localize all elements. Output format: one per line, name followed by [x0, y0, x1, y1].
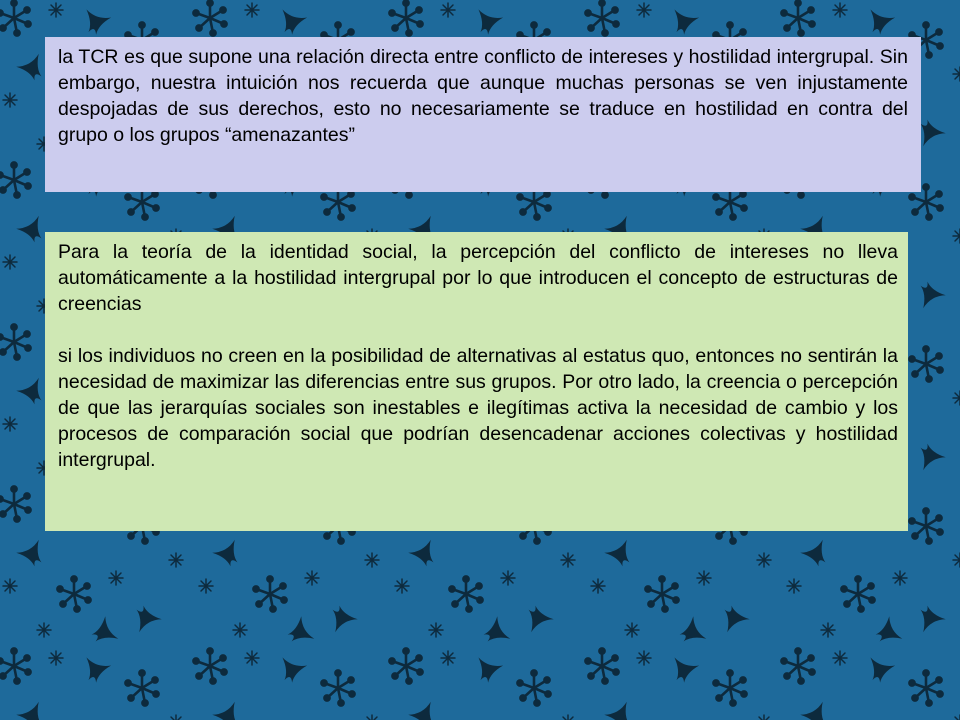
bottom-paragraph-1: Para la teoría de la identidad social, la percepción del conflicto de intereses no lleva automáticamente a la hostilidad intergrupal por lo que introducen el concepto de estructuras de creencias: [58, 241, 898, 315]
bottom-paragraph-2: si los individuos no creen en la posibilidad de alternativas al estatus quo, entonces no sentirán la necesidad de maximizar las diferencias entre sus grupos. Por otro lado, la creencia o percepción de que las jerarquías sociales son inestables e ilegítimas activa la necesidad de cambio y los procesos de comparación social que podrían desencadenar acciones colectivas y hostilidad intergrupal.: [58, 345, 898, 471]
bottom-text-box: [45, 232, 908, 531]
top-text: la TCR es que supone una relación directa entre conflicto de intereses y hostilidad intergrupal. Sin embargo, nuestra intuición nos recuerda que aunque muchas personas se ven injustamente despojadas de sus derechos, esto no necesariamente se traduce en hostilidad en contra del grupo o los grupos “amenazantes”: [58, 46, 908, 146]
top-text-box: [45, 37, 921, 192]
